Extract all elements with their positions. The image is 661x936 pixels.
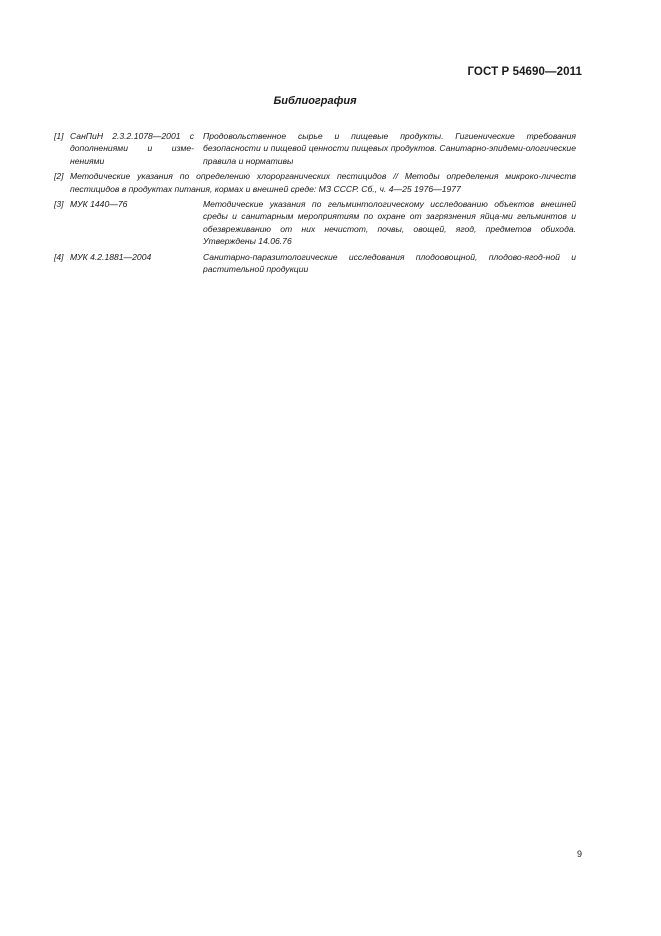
entry-reference: МУК 4.2.1881—2004 [70, 251, 152, 262]
bibliography-entry [54, 251, 576, 276]
entry-full-text: Методические указания по определению хлорорганических пестицидов // Методы определения микроко-личеств пестицидов в продуктах питания, кормах и внешней среде: МЗ СССР. Сб., ч. 4—25 1976—1977 [70, 171, 576, 194]
page-number: 9 [576, 849, 582, 859]
entry-reference: МУК 1440—76 [70, 199, 128, 210]
bibliography-entry [54, 198, 576, 248]
bibliography-entry [54, 130, 576, 167]
entry-number: [3] [54, 199, 64, 210]
bibliography-list [54, 130, 576, 278]
entry-description: Продовольственное сырье и пищевые продукты. Гигиенические требования безопасности и пищевой ценности пищевых продуктов. Санитарно-эпидеми-ологические правила и нормативы [203, 131, 576, 166]
entry-number: [4] [54, 251, 64, 262]
document-designation: ГОСТ Р 54690—2011 [467, 66, 582, 78]
entry-number: [1] [54, 131, 64, 141]
section-title: Библиография [273, 95, 357, 107]
entry-number: [2] [54, 171, 64, 182]
entry-description: Методические указания по гельминтологическому исследованию объектов внешней среды и санитарным мероприятиям по охране от загрязнения яйца-ми гельминтов и обезвреживанию от них нечистот, почвы, овощей, ягод, предметов обихода. Утверждены 14.06.76 [203, 199, 576, 247]
entry-reference: СанПиН 2.3.2.1078—2001 с дополнениями и изме-нениями [70, 131, 194, 166]
bibliography-entry [54, 170, 576, 195]
entry-description: Санитарно-паразитологические исследования плодоовощной, плодово-ягод-ной и растительной продукции [203, 251, 576, 275]
